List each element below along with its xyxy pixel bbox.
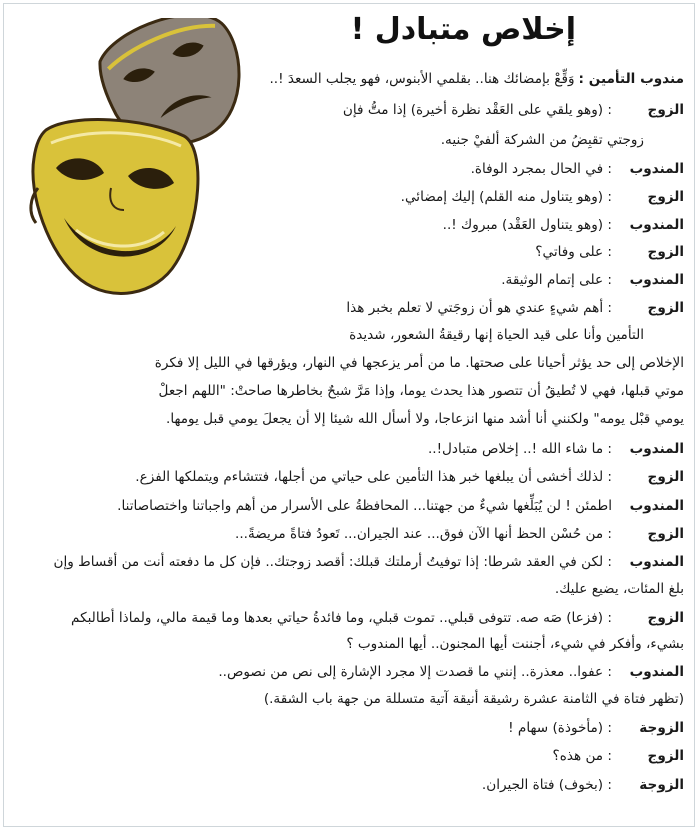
speaker-label: المندوب: [629, 441, 684, 457]
speaker-label: المندوب: [629, 272, 684, 288]
dialogue-text: اطمئن ! لن يُبَلِّغها شيءٌ من جهتنا... المحافظةُ على الأسرار من أهم واجباتنا واختصاصاتنا.: [117, 498, 612, 514]
speaker-label: الزوج: [647, 748, 684, 764]
dialogue-line: [218, 663, 684, 681]
dialogue-text: : (وهو يتناول منه القلم) إليك إمضائي.: [400, 189, 612, 205]
dialogue-line: [166, 410, 684, 428]
speaker-label: المندوب: [629, 161, 684, 177]
speaker-label: الزوج: [647, 469, 684, 485]
dialogue-line: [269, 70, 684, 88]
dialogue-text: بلغ المئات، يضيع عليك.: [554, 581, 684, 597]
speaker-label: مندوب التأمين :: [578, 71, 684, 87]
dialogue-line: [155, 354, 684, 372]
page-title: إخلاص متبادل !: [350, 12, 576, 47]
speaker-label: الزوج: [647, 102, 684, 118]
speaker-label: الزوج: [647, 189, 684, 205]
theater-masks-illustration: [16, 18, 261, 303]
dialogue-text: : عفوا.. معذرة.. إنني ما قصدت إلا مجرد الإشارة إلى نص من نصوص..: [218, 664, 612, 680]
dialogue-text: يومي قبْل يومه" ولكنني أنا أشد منها انزعاجا، ولا أسأل الله شيئا إلا أن يجعلَ يومي قبل يومها.: [166, 411, 684, 427]
dialogue-line: [441, 131, 644, 149]
dialogue-line: [553, 747, 685, 765]
dialogue-text: : لذلك أخشى أن يبلغها خبر هذا التأمين على حياتي من أجلها، فتتشاءم ويتملكها الفزع.: [135, 469, 612, 485]
dialogue-text: : لكن في العقد شرطا: إذا توفيتُ أرملتك قبلك: أقصد زوجتك.. فإن كل ما دفعته أنت من أقساط وإن: [53, 554, 612, 570]
dialogue-text: الإخلاص إلى حد يؤثر أحيانا على صحتها. ما من أمر يزعجها في النهار، ويؤرقها في الليل إلا فكرة: [154, 355, 684, 371]
dialogue-text: : ما شاء الله !.. إخلاص متبادل!..: [427, 441, 612, 457]
dialogue-text: : في الحال بمجرد الوفاة.: [470, 161, 612, 177]
dialogue-text: : من هذه؟: [552, 748, 612, 764]
dialogue-line: [349, 326, 644, 344]
speaker-label: المندوب: [629, 664, 684, 680]
speaker-label: المندوب: [629, 554, 684, 570]
dialogue-line: [53, 553, 684, 571]
dialogue-text: وَقِّعْ بإمضائك هنا.. بقلمي الأبنوس، فهو يجلب السعدَ !..: [269, 71, 575, 87]
speaker-label: الزوجة: [639, 777, 684, 793]
dialogue-text: زوجتي تقبِضُ من الشركة ألفيْ جنيه.: [440, 132, 644, 148]
document-page: [3, 3, 695, 827]
speaker-label: الزوج: [647, 244, 684, 260]
dialogue-line: [443, 216, 684, 234]
speaker-label: الزوج: [647, 526, 684, 542]
dialogue-line: [428, 440, 684, 458]
dialogue-text: : أهم شيءٍ عندي هو أن زوجَتي لا تعلم بخبر هذا: [346, 300, 612, 316]
dialogue-line: [346, 299, 684, 317]
speaker-label: الزوجة: [639, 720, 684, 736]
dialogue-line: [346, 635, 684, 653]
dialogue-line: [71, 609, 684, 627]
dialogue-text: : على إتمام الوثيقة.: [501, 272, 612, 288]
dialogue-line: [135, 468, 684, 486]
dialogue-text: التأمين وأنا على قيد الحياة إنها رقيقةُ الشعور، شديدة: [349, 327, 644, 343]
speaker-label: المندوب: [629, 498, 684, 514]
dialogue-line: [235, 525, 684, 543]
dialogue-line: [501, 271, 684, 289]
dialogue-text: بشيء، وأفكر في شيء، أجننت أيها المجنون.. أيها المندوب ؟: [346, 636, 684, 652]
dialogue-text: : (مأخوذة) سهام !: [508, 720, 612, 736]
dialogue-text: : على وفاتي؟: [535, 244, 612, 260]
dialogue-line: [535, 243, 684, 261]
dialogue-text: : من حُسْن الحظ أنها الآن فوق... عند الجيران... تَعودُ فتاةً مريضةً...: [235, 526, 612, 542]
dialogue-text: : (وهو يلقي على العَقْد نظرة أخيرة) إذا متُّ فإن: [342, 102, 612, 118]
speaker-label: الزوج: [647, 300, 684, 316]
speaker-label: المندوب: [629, 217, 684, 233]
comedy-mask-icon: [31, 120, 198, 294]
dialogue-text: : (بخوف) فتاة الجيران.: [481, 777, 612, 793]
dialogue-text: : (فزعا) صَه صه. تتوفى قبلي.. تموت قبلي، وما فائدةُ حياتي بعدها وما قيمة مالي، ولماذا أطالبكم: [71, 610, 612, 626]
dialogue-text: موتي قبلها، فهي لا تُطيقُ أن تتصور هذا يحدث يوما، وإذا مَرَّ شبحٌ بخاطرها صاحتْ: "اللهم اجعلْ: [158, 383, 684, 399]
speaker-label: الزوج: [647, 610, 684, 626]
dialogue-text: (تظهر فتاة في الثامنة عشرة رشيقة أنيقة آتية متسللة من جهة باب الشقة.): [263, 691, 684, 707]
dialogue-line: [508, 719, 684, 737]
dialogue-line: [471, 160, 684, 178]
dialogue-line: [117, 497, 684, 515]
dialogue-line: [555, 580, 684, 598]
dialogue-line: [159, 382, 684, 400]
dialogue-line: [264, 690, 684, 708]
dialogue-line: [401, 188, 684, 206]
dialogue-text: : (وهو يتناول العَقْد) مبروك !..: [442, 217, 612, 233]
dialogue-line: [482, 776, 684, 794]
dialogue-line: [343, 101, 684, 119]
